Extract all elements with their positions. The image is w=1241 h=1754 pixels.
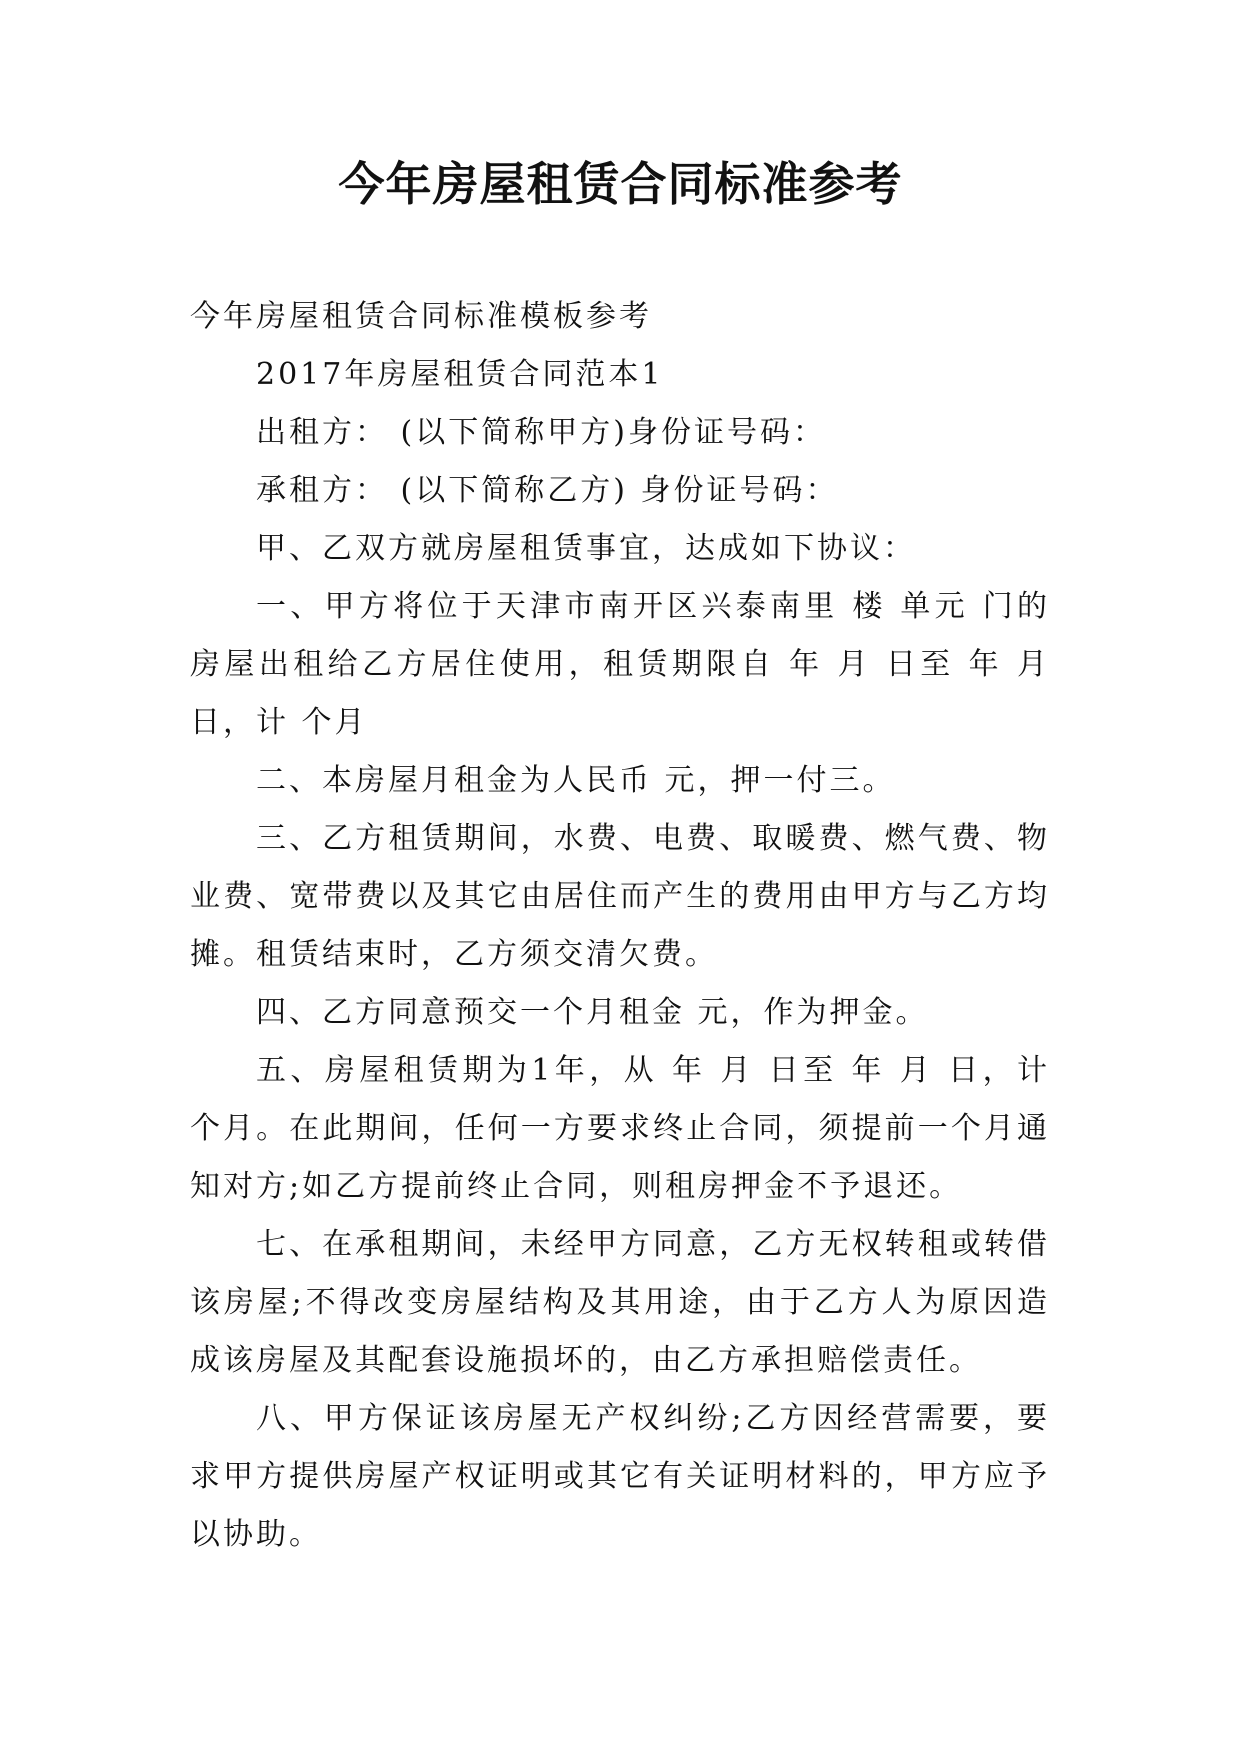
clause-paragraph: 一、甲方将位于天津市南开区兴泰南里 楼 单元 门的房屋出租给乙方居住使用，租赁期限自 年 月 日至 年 月 日，计 个月 bbox=[190, 589, 1050, 740]
clause-paragraph: 二、本房屋月租金为人民币 元，押一付三。 bbox=[256, 763, 896, 798]
clause-paragraph: 四、乙方同意预交一个月租金 元，作为押金。 bbox=[256, 995, 929, 1030]
lessee-line: 承租方： (以下简称乙方) 身份证号码： bbox=[256, 473, 839, 508]
lessor-line: 出租方： (以下简称甲方)身份证号码： bbox=[256, 415, 826, 450]
clause-paragraph: 五、房屋租赁期为1年，从 年 月 日至 年 月 日，计 个月。在此期间，任何一方要求终止合同，须提前一个月通知对方;如乙方提前终止合同，则租房押金不予退还。 bbox=[190, 1053, 1050, 1204]
clause-paragraph: 三、乙方租赁期间，水费、电费、取暖费、燃气费、物业费、宽带费以及其它由居住而产生的费用由甲方与乙方均摊。租赁结束时，乙方须交清欠费。 bbox=[190, 821, 1050, 972]
template-heading: 2017年房屋租赁合同范本1 bbox=[256, 357, 664, 392]
subtitle-paragraph: 今年房屋租赁合同标准模板参考 bbox=[190, 299, 652, 334]
clause-paragraph: 七、在承租期间，未经甲方同意，乙方无权转租或转借该房屋;不得改变房屋结构及其用途，由于乙方人为原因造成该房屋及其配套设施损坏的，由乙方承担赔偿责任。 bbox=[190, 1227, 1050, 1378]
document-title: 今年房屋租赁合同标准参考 bbox=[338, 157, 903, 211]
agreement-intro: 甲、乙双方就房屋租赁事宜，达成如下协议： bbox=[256, 531, 916, 566]
document-body bbox=[190, 288, 1050, 1564]
clause-paragraph: 八、甲方保证该房屋无产权纠纷;乙方因经营需要，要求甲方提供房屋产权证明或其它有关证明材料的，甲方应予以协助。 bbox=[190, 1401, 1050, 1552]
